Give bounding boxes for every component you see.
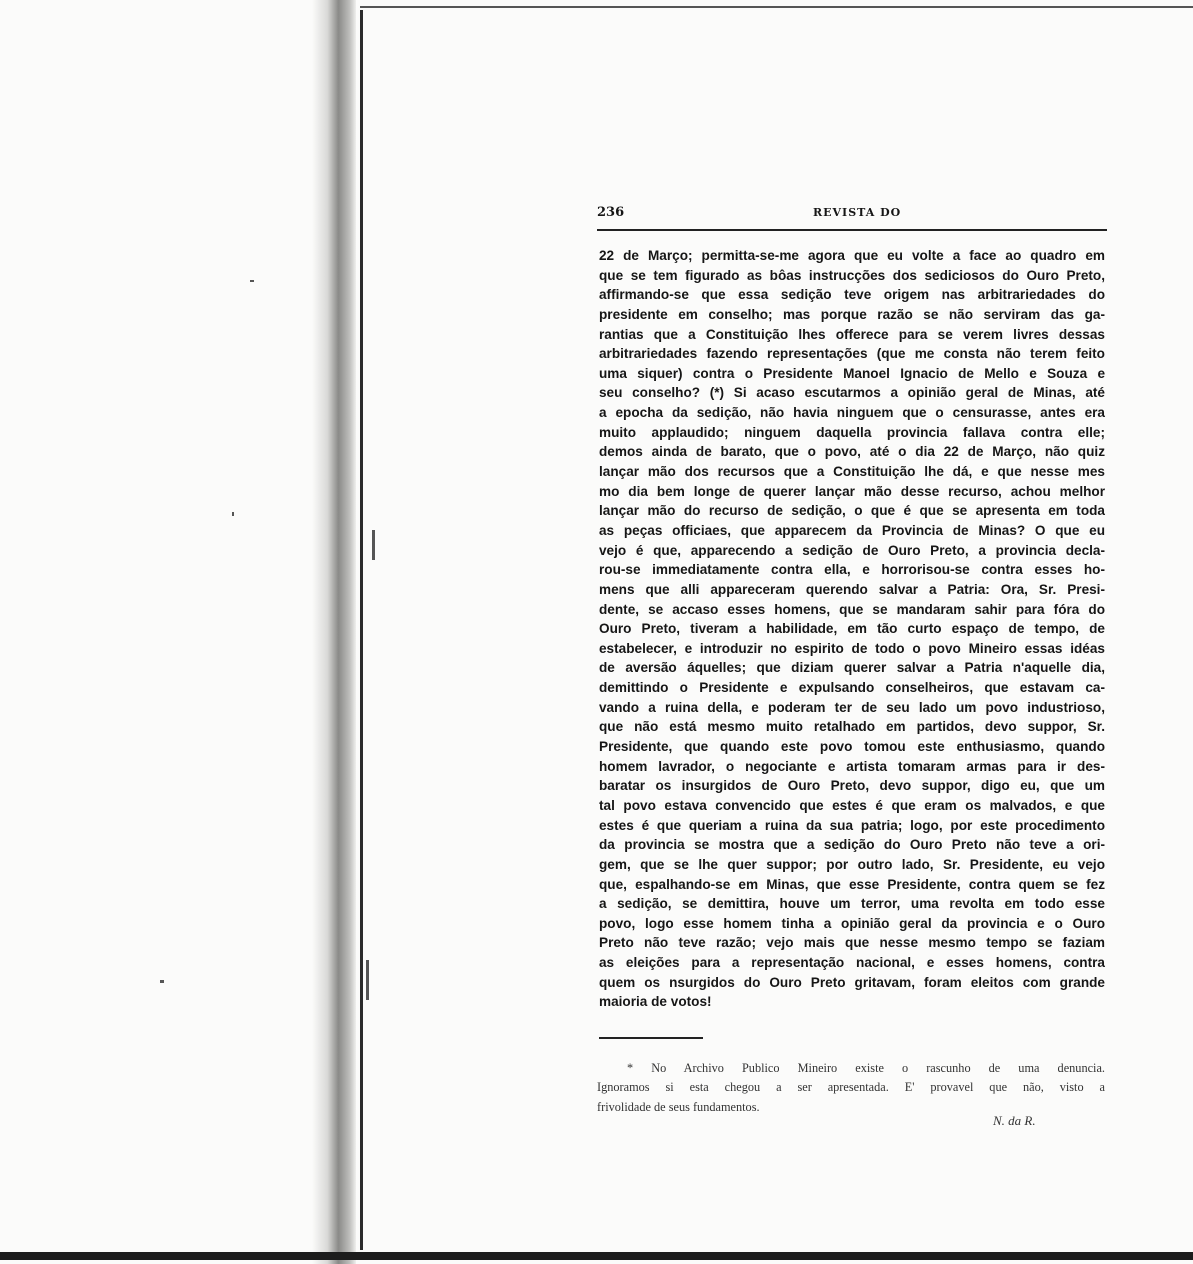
page-header bbox=[597, 205, 1107, 225]
text-line: baratar os insurgidos de Ouro Preto, devo suppor, digo eu, que um bbox=[599, 778, 1105, 794]
text-line: a sedição, se demittira, houve um terror, uma revolta em todo esse bbox=[599, 896, 1105, 912]
text-line: uma siquer) contra o Presidente Manoel Ignacio de Mello e Souza e bbox=[599, 365, 1105, 381]
text-line: demittindo o Presidente e expulsando conselheiros, que estavam ca- bbox=[599, 680, 1105, 696]
footnote-line: frivolidade de seus fundamentos. bbox=[597, 1099, 760, 1114]
text-line: mo dia bem longe de querer lançar mão desse recurso, achou melhor bbox=[599, 483, 1105, 499]
text-line: tal povo estava convencido que estes é que eram os malvados, e que bbox=[599, 797, 1105, 813]
text-line: vando a ruina della, e poderam ter de seu lado um povo industrioso, bbox=[599, 699, 1105, 715]
text-line: arbitrariedades fazendo representações (que me consta não terem feito bbox=[599, 346, 1105, 362]
text-line: mens que alli appareceram querendo salvar a Patria: Ora, Sr. Presi- bbox=[599, 581, 1105, 597]
text-line: que não está mesmo muito retalhado em partidos, devo suppor, Sr. bbox=[599, 719, 1105, 735]
bottom-scan-edge bbox=[0, 1252, 1193, 1260]
text-line: as peças officiaes, que apparecem da Provincia de Minas? O que eu bbox=[599, 522, 1105, 538]
text-line: vejo é que, apparecendo a sedição de Ouro Preto, a provincia decla- bbox=[599, 542, 1105, 558]
text-line: lançar mão do recurso de sedição, o que é que se apresenta em toda bbox=[599, 503, 1105, 519]
scan-speck bbox=[160, 980, 164, 983]
text-line: que, espalhando-se em Minas, que esse Presidente, contra quem se fez bbox=[599, 876, 1105, 892]
text-line: quem os nsurgidos do Ouro Preto gritavam, foram eleitos com grande bbox=[599, 974, 1105, 990]
scan-speck bbox=[250, 280, 254, 282]
footnote-signature: N. da R. bbox=[993, 1113, 1036, 1128]
text-line: rou-se immediatamente contra ella, e horrorisou-se contra esses ho- bbox=[599, 562, 1105, 578]
text-line: affirmando-se que essa sedição teve origem nas arbitrariedades do bbox=[599, 287, 1105, 303]
running-title: REVISTA DO bbox=[813, 206, 902, 219]
text-line: seu conselho? (*) Si acaso escutarmos a opinião geral de Minas, até bbox=[599, 385, 1105, 401]
top-scan-edge bbox=[360, 6, 1193, 8]
text-line: maioria de votos! bbox=[599, 994, 712, 1010]
text-line: da provincia se mostra que a sedição do Ouro Preto não teve a ori- bbox=[599, 837, 1105, 853]
text-line: povo, logo esse homem tinha a opinião geral da provincia e o Ouro bbox=[599, 915, 1105, 931]
text-line: presidente em conselho; mas porque razão se não serviram das ga- bbox=[599, 306, 1105, 322]
text-line: Presidente, que quando este povo tomou este enthusiasmo, quando bbox=[599, 739, 1105, 755]
scan-speck bbox=[372, 530, 375, 560]
text-line: demos ainda de barato, que o povo, até o dia 22 de Março, não quiz bbox=[599, 444, 1105, 460]
text-line: Preto não teve razão; vejo mais que nesse mesmo tempo se faziam bbox=[599, 935, 1105, 951]
footnote bbox=[597, 1059, 1105, 1117]
text-line: Ouro Preto, tiveram a habilidade, em tão curto espaço de tempo, de bbox=[599, 621, 1105, 637]
footnote-line: Ignoramos si esta chegou a ser apresentada. E' provavel que não, visto a bbox=[597, 1080, 1105, 1095]
text-line: rantias que a Constituição lhes offerece para se verem livres dessas bbox=[599, 326, 1105, 342]
scan-speck bbox=[232, 512, 234, 516]
text-line: de aversão áquelles; que diziam querer salvar a Patria n'aquelle dia, bbox=[599, 660, 1105, 676]
header-rule bbox=[597, 229, 1107, 231]
scan-speck bbox=[366, 960, 369, 1000]
text-line: estes é que queriam a ruina da sua patria; logo, por este procedimento bbox=[599, 817, 1105, 833]
text-line: homem lavrador, o negociante e artista tomaram armas para ir des- bbox=[599, 758, 1105, 774]
text-line: 22 de Março; permitta-se-me agora que eu volte a face ao quadro em bbox=[599, 248, 1105, 263]
page-edge-line bbox=[360, 10, 363, 1250]
text-line: a epocha da sedição, não havia ninguem que o censurasse, antes era bbox=[599, 405, 1105, 421]
text-line: que se tem figurado as bôas instrucções dos sediciosos do Ouro Preto, bbox=[599, 267, 1105, 283]
page-number: 236 bbox=[597, 205, 625, 220]
text-line: as eleições para a representação nacional, e esses homens, contra bbox=[599, 955, 1105, 971]
footnote-line: * No Archivo Publico Mineiro existe o rascunho de uma denuncia. bbox=[627, 1061, 1105, 1075]
text-line: dente, se accaso esses homens, que se mandaram sahir para fóra do bbox=[599, 601, 1105, 617]
body-text bbox=[599, 246, 1105, 1012]
text-line: lançar mão dos recursos que a Constituição lhe dá, e que nesse mes bbox=[599, 464, 1105, 480]
footnote-rule bbox=[599, 1037, 703, 1039]
text-line: muito applaudido; ninguem daquella provincia fallava contra elle; bbox=[599, 424, 1105, 440]
text-line: estabelecer, e introduzir no espirito de todo o povo Mineiro essas idéas bbox=[599, 640, 1105, 656]
page-gutter-shadow bbox=[312, 0, 356, 1264]
text-line: gem, que se lhe quer suppor; por outro lado, Sr. Presidente, eu vejo bbox=[599, 856, 1105, 872]
